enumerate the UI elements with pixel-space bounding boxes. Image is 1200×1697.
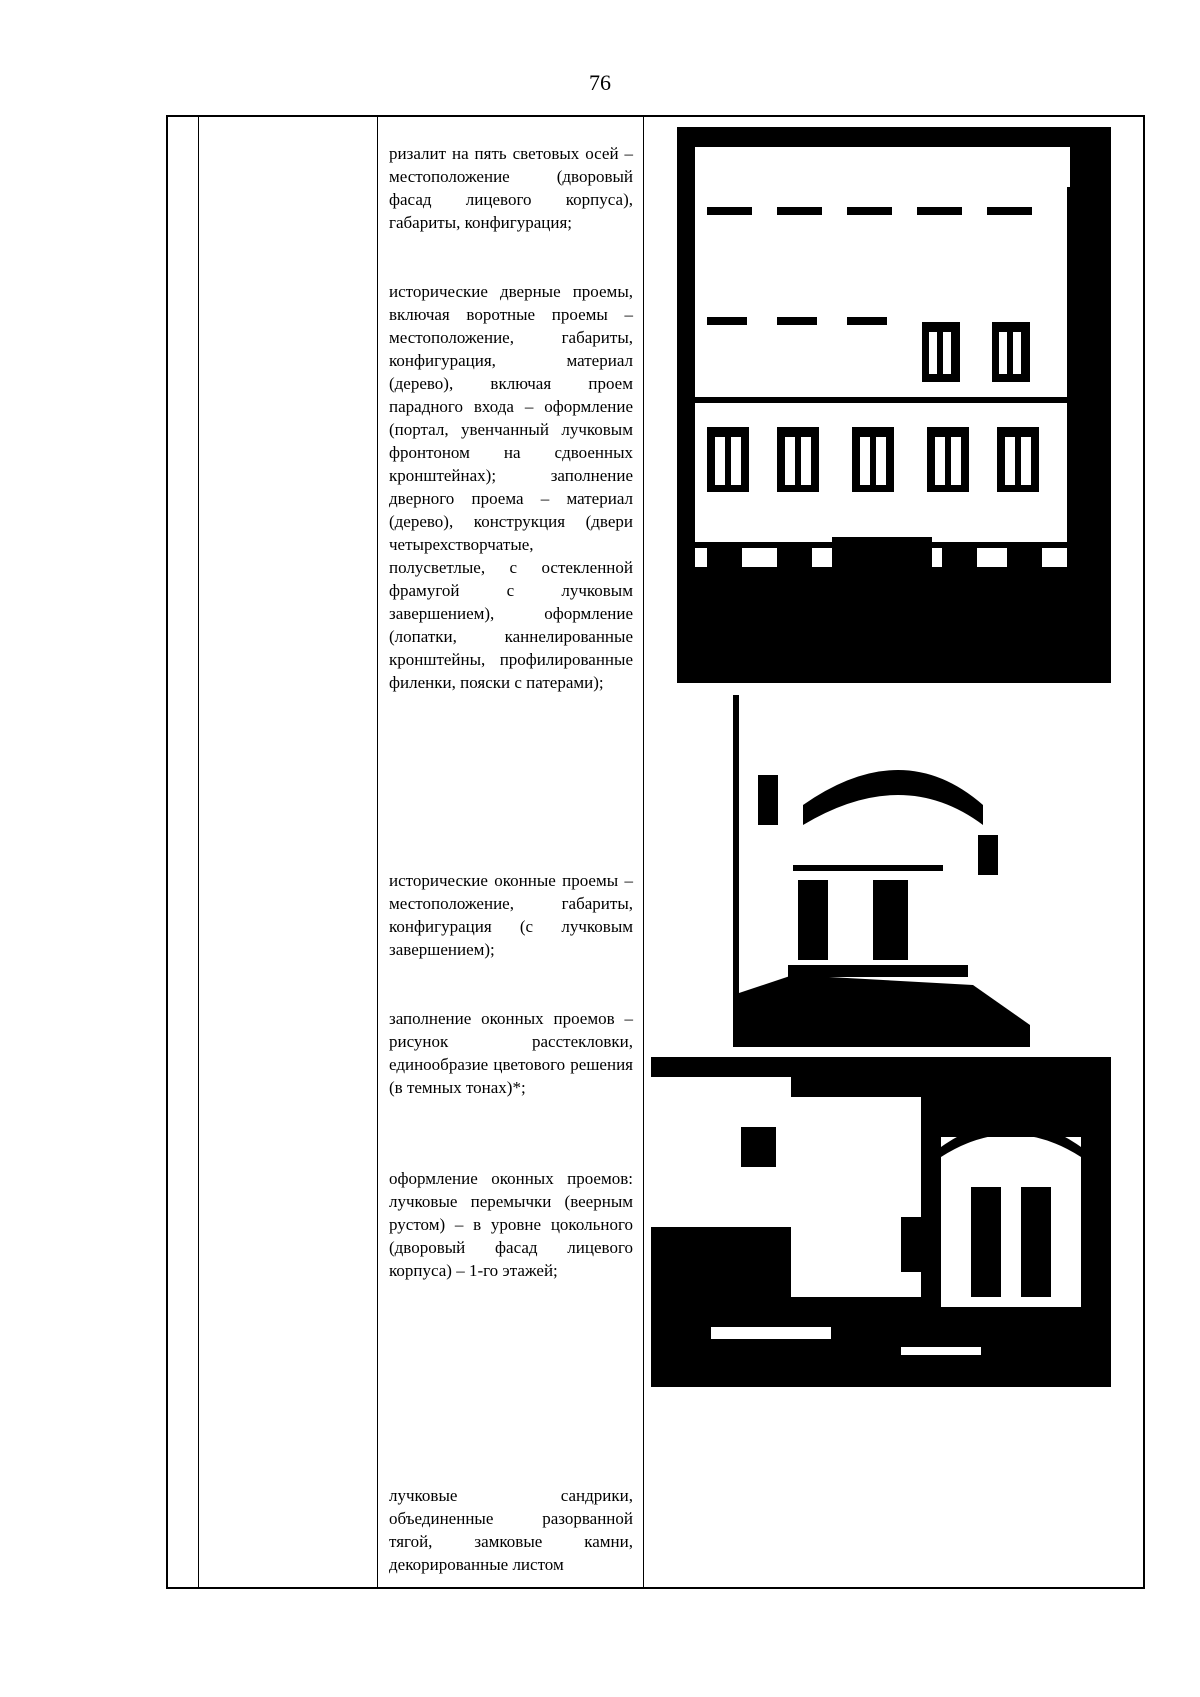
column-divider-1 (198, 117, 199, 1587)
column-divider-3 (643, 117, 644, 1587)
text-block-window-filling: заполнение оконных проемов – рисунок расстекловки, единообразие цветового решения (в темных тонах)*; (389, 1009, 633, 1097)
text-block-window-decoration: оформление оконных проемов: лучковые перемычки (веерным рустом) – в уровне цокольного (дворовый фасад лицевого корпуса) – 1-го этажей; (389, 1169, 633, 1280)
description-column (389, 117, 633, 1587)
page-number: 76 (589, 70, 611, 95)
column-divider-2 (377, 117, 378, 1587)
portal-photo (733, 695, 1030, 1047)
facade-photo-1 (677, 127, 1111, 683)
text-block-door-openings: исторические дверные проемы, включая воротные проемы – местоположение, габариты, конфигурация, материал (дерево), включая проем парадного входа – оформление (портал, увенчанный лучковым фронтоном на сдвоенных кронштейнах); заполнение дверного проема – материал (дерево), конструкция (двери четырехстворчатые, полусветлые, с остекленной фрамугой с лучковым завершением), оформление (лопатки, каннелированные кронштейны, профилированные филенки, пояски с патерами); (389, 282, 633, 692)
table-frame (166, 115, 1145, 1589)
text-block-window-openings: исторические оконные проемы – местоположение, габариты, конфигурация (с лучковым завершением); (389, 871, 633, 959)
courtyard-photo (651, 1057, 1111, 1387)
text-block-rizalit: ризалит на пять световых осей – местоположение (дворовый фасад лицевого корпуса), габариты, конфигурация; (389, 144, 633, 232)
text-block-sandriks: лучковые сандрики, объединенные разорванной тягой, замковые камни, декорированные листом (389, 1486, 633, 1574)
